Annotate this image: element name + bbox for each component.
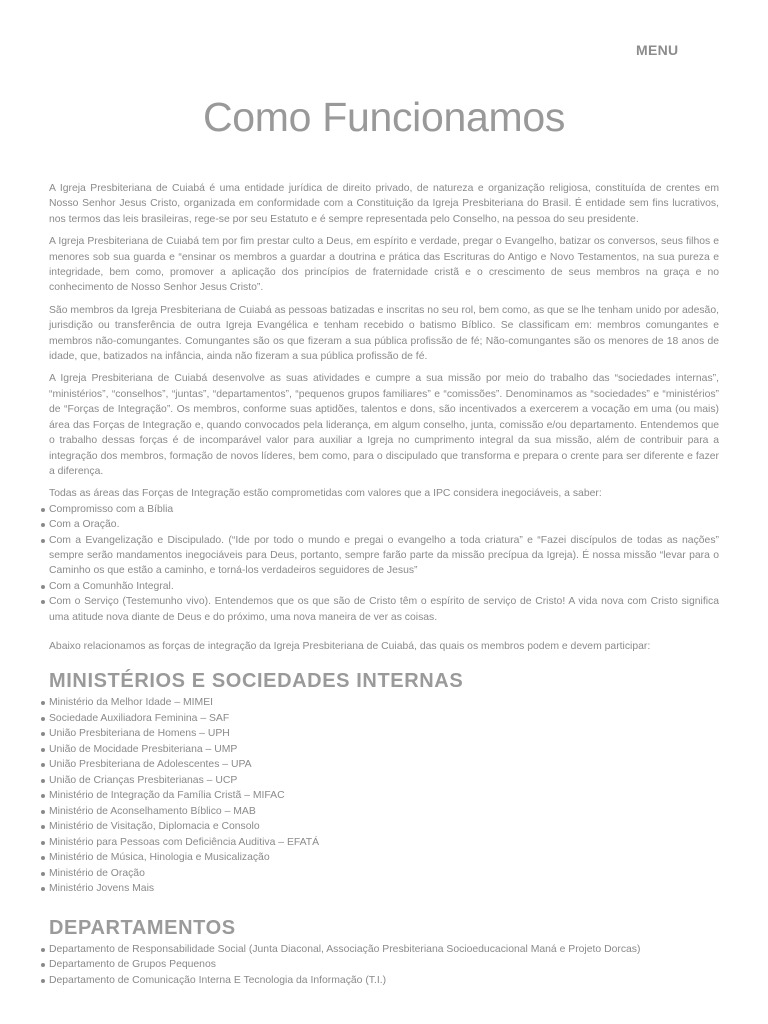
list-item: Ministério de Aconselhamento Bíblico – MAB xyxy=(49,804,719,820)
list-item: Ministério de Oração xyxy=(49,866,719,882)
paragraph-values-intro: Todas as áreas das Forças de Integração estão comprometidas com valores que a IPC considera inegociáveis, a saber: xyxy=(49,488,602,500)
list-item: Ministério para Pessoas com Deficiência Auditiva – EFATÁ xyxy=(49,835,719,851)
list-item: Compromisso com a Bíblia xyxy=(49,502,719,517)
list-item: Com a Oração. xyxy=(49,517,719,532)
forces-intro: Abaixo relacionamos as forças de integração da Igreja Presbiteriana de Cuiabá, das quais os membros podem e devem participar: xyxy=(49,640,651,652)
paragraph-entity: A Igreja Presbiteriana de Cuiabá é uma entidade jurídica de direito privado, de natureza e organização religiosa, constituída de crentes em Nosso Senhor Jesus Cristo, organizada em conformidade com a Constituição da Igreja Presbiteriana do Brasil. É entidade sem fins lucrativos, nos termos das leis brasileiras, rege-se por seu Estatuto e é sempre representada pelo Conselho, na pessoa do seu presidente. xyxy=(49,183,719,225)
list-item: Ministério Jovens Mais xyxy=(49,881,719,897)
values-list xyxy=(49,502,719,625)
list-item: Departamento de Grupos Pequenos xyxy=(49,957,719,973)
paragraph-purpose: A Igreja Presbiteriana de Cuiabá tem por fim prestar culto a Deus, em espírito e verdade, pregar o Evangelho, batizar os conversos, seus filhos e menores sob sua guarda e “ensinar os membros a guardar a doutrina e prática das Escrituras do Antigo e Novo Testamentos, na sua pureza e integridade, bem como, promover a aplicação dos princípios de fraternidade cristã e o crescimento de seus membros na graça e no conhecimento de Nosso Senhor Jesus Cristo”. xyxy=(49,236,719,294)
list-item: União Presbiteriana de Adolescentes – UPA xyxy=(49,757,719,773)
list-item: Com a Evangelização e Discipulado. (“Ide por todo o mundo e pregai o evangelho a toda criatura” e “Fazei discípulos de todas as nações” sempre serão mandamentos inegociáveis para Deus, portanto, sempre farão parte da missão precípua da Igreja). É nossa missão “levar para o Caminho os que estão a caminho, e torná-los verdadeiros seguidores de Jesus” xyxy=(49,533,719,579)
section-heading-departments: DEPARTAMENTOS xyxy=(49,916,236,939)
article-content xyxy=(49,181,719,995)
paragraph-activities: A Igreja Presbiteriana de Cuiabá desenvolve as suas atividades e cumpre a sua missão por meio do trabalho das “sociedades internas”, “ministérios”, “conselhos”, “juntas”, “departamentos”, “pequenos grupos familiares” e “comissões”. Denominamos as “sociedades” e “ministérios” de “Forças de Integração”. Os membros, conforme suas aptidões, talentos e dons, são incentivados a exercerem a vocação em uma (ou mais) área das Forças de Integração e, quando convocados pela liderança, em algum conselho, junta, comissão e/ou departamento. Entendemos que o trabalho dessas forças é de incomparável valor para auxiliar a Igreja no cumprimento integral da sua missão, além de contribuir para a integração dos membros, formação de novos líderes, bem como, para o discipulado que transforma e prepara o crente para ser diferente e fazer a diferença. xyxy=(49,373,719,477)
departments-list xyxy=(49,942,719,989)
ministries-list xyxy=(49,695,719,897)
list-item: Ministério de Música, Hinologia e Musicalização xyxy=(49,850,719,866)
list-item: União de Crianças Presbiterianas – UCP xyxy=(49,773,719,789)
list-item: União Presbiteriana de Homens – UPH xyxy=(49,726,719,742)
section-heading-ministries: MINISTÉRIOS E SOCIEDADES INTERNAS xyxy=(49,670,464,693)
list-item: Ministério da Melhor Idade – MIMEI xyxy=(49,695,719,711)
list-item: Ministério de Integração da Família Cristã – MIFAC xyxy=(49,788,719,804)
list-item: Departamento de Responsabilidade Social (Junta Diaconal, Associação Presbiteriana Socioeducacional Maná e Projeto Dorcas) xyxy=(49,942,719,958)
list-item: Ministério de Visitação, Diplomacia e Consolo xyxy=(49,819,719,835)
list-item: Sociedade Auxiliadora Feminina – SAF xyxy=(49,711,719,727)
list-item: Com a Comunhão Integral. xyxy=(49,579,719,594)
paragraph-members: São membros da Igreja Presbiteriana de Cuiabá as pessoas batizadas e inscritas no seu rol, bem como, as que se lhe tenham unido por adesão, jurisdição ou transferência de outra Igreja Evangélica e tenham recebido o batismo Bíblico. Se classificam em: membros comungantes e membros não-comungantes. Comungantes são os que fizeram a sua pública profissão de fé; Não-comungantes são os menores de 18 anos de idade, que, batizados na infância, ainda não fizeram a sua pública profissão de fé. xyxy=(49,304,719,363)
list-item: Departamento de Comunicação Interna E Tecnologia da Informação (T.I.) xyxy=(49,973,719,989)
list-item: Com o Serviço (Testemunho vivo). Entendemos que os que são de Cristo têm o espírito de serviço de Cristo! A vida nova com Cristo significa uma atitude nova diante de Deus e do próximo, uma nova maneira de ver as coisas. xyxy=(49,594,719,625)
list-item: União de Mocidade Presbiteriana – UMP xyxy=(49,742,719,758)
page-title: Como Funcionamos xyxy=(202,94,566,140)
menu-button[interactable]: MENU xyxy=(636,42,679,58)
